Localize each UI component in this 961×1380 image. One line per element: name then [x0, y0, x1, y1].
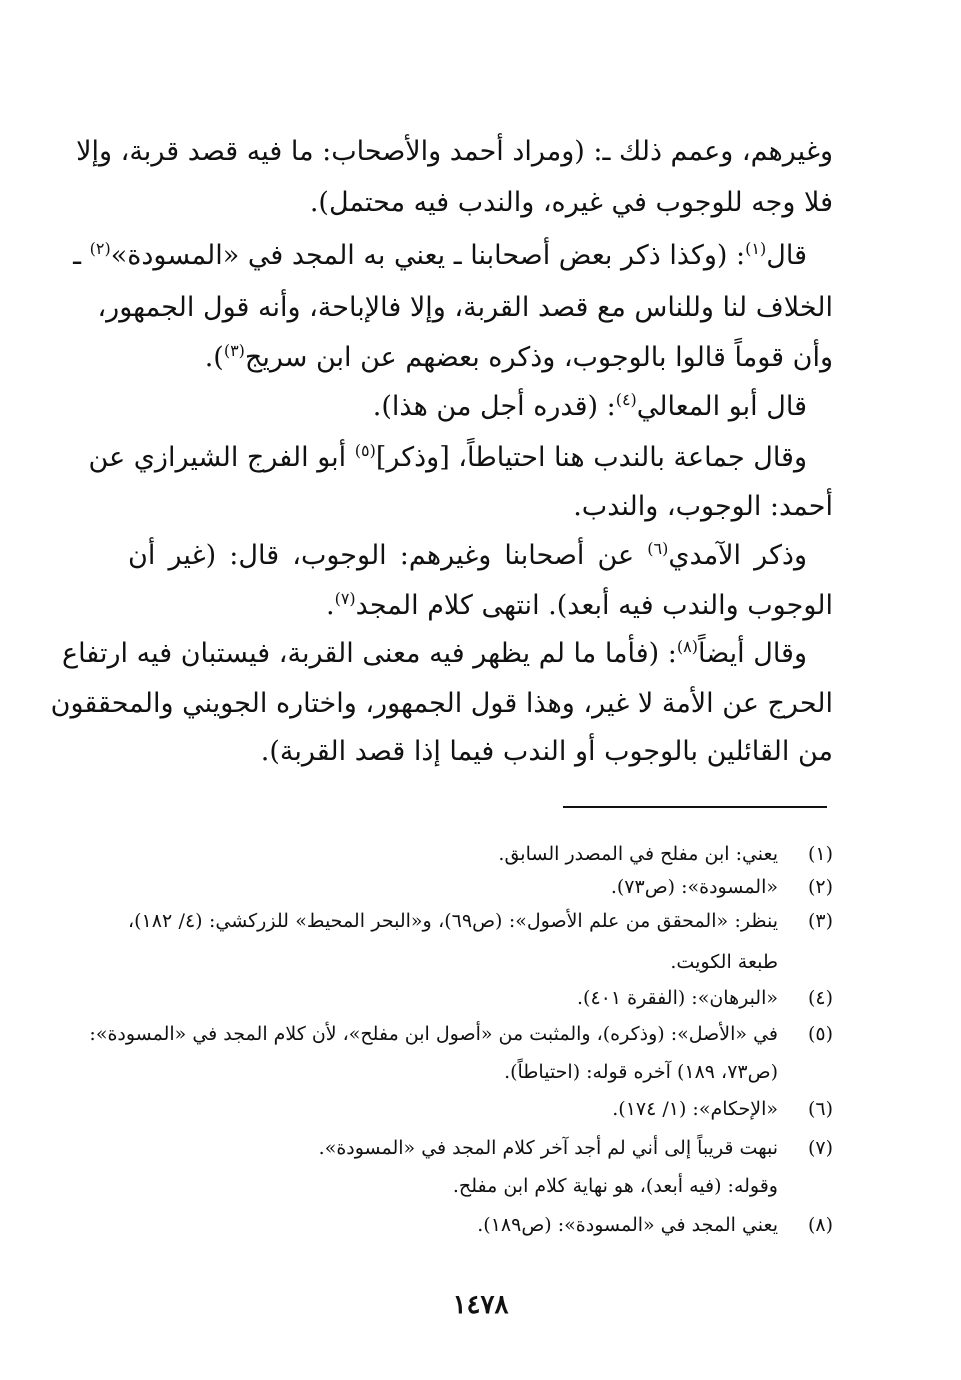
- footnote-text-7: نبهت قريباً إلى أني لم أجد آخر كلام المجد في «المسودة».: [318, 1137, 778, 1159]
- footnote-ref-4[interactable]: (٤): [615, 390, 637, 409]
- footnote-ref-2[interactable]: (٢): [89, 239, 111, 258]
- footnote-text-2: «المسودة»: (ص٧٣).: [610, 876, 778, 898]
- body-line-2: فلا وجه للوجوب في غيره، والندب فيه محتمل).: [309, 187, 833, 218]
- footnote-text-4: «البرهان»: (الفقرة ٤٠١).: [577, 987, 778, 1009]
- footnote-number-4: (٤): [807, 987, 833, 1009]
- footnote-number-1: (١): [807, 843, 833, 865]
- footnote-text-1: يعني: ابن مفلح في المصدر السابق.: [498, 843, 778, 865]
- body-line-7: وقال جماعة بالندب هنا احتياطاً، [وذكر]$^{(٥)}$ أبو الفرج الشيرازي عن: [88, 441, 807, 473]
- body-line-3: قال$^{(١)}$: (وكذا ذكر بعض أصحابنا ـ يعني به المجد في «المسودة»$^{(٢)}$ ـ: [73, 239, 807, 271]
- footnote-text-7-cont: وقوله: (فيه أبعد)، هو نهاية كلام ابن مفلح.: [452, 1175, 778, 1197]
- footnote-ref-5[interactable]: (٥): [354, 441, 376, 460]
- footnote-number-8: (٨): [807, 1214, 833, 1236]
- footnote-ref-3[interactable]: (٣): [223, 341, 245, 360]
- body-line-13: من القائلين بالوجوب أو الندب فيما إذا قصد القربة).: [260, 736, 833, 767]
- footnote-text-3: ينظر: «المحقق من علم الأصول»: (ص٦٩)، و«البحر المحيط» للزركشي: (٤/ ١٨٢)،: [128, 910, 778, 932]
- footnote-text-8: يعني المجد في «المسودة»: (ص١٨٩).: [477, 1214, 778, 1236]
- body-line-10: الوجوب والندب فيه أبعد). انتهى كلام المجد$^{(٧)}$.: [325, 589, 833, 621]
- footnote-text-3-cont: طبعة الكويت.: [670, 951, 778, 973]
- footnote-text-5-cont: (ص٧٣، ١٨٩) آخره قوله: (احتياطاً).: [504, 1061, 778, 1083]
- footnote-number-5: (٥): [807, 1023, 833, 1045]
- page-number: ١٤٧٨: [452, 1290, 509, 1320]
- footnote-number-6: (٦): [807, 1098, 833, 1120]
- footnote-number-7: (٧): [807, 1137, 833, 1159]
- body-line-12: الحرج عن الأمة لا غير، وهذا قول الجمهور، واختاره الجويني والمحققون: [50, 688, 833, 719]
- footnote-ref-8[interactable]: (٨): [676, 637, 698, 656]
- footnote-number-2: (٢): [807, 876, 833, 898]
- footnote-ref-7[interactable]: (٧): [334, 589, 356, 608]
- footnote-text-5: في «الأصل»: (وذكره)، والمثبت من «أصول ابن مفلح»، لأن كلام المجد في «المسودة»:: [89, 1023, 778, 1045]
- body-line-5: وأن قوماً قالوا بالوجوب، وذكره بعضهم عن ابن سريج$^{(٣)}$).: [204, 341, 833, 373]
- footnote-number-3: (٣): [807, 910, 833, 932]
- footnote-ref-6[interactable]: (٦): [647, 539, 669, 558]
- footnote-ref-1[interactable]: (١): [745, 239, 767, 258]
- body-line-11: وقال أيضاً$^{(٨)}$: (فأما ما لم يظهر فيه معنى القربة، فيستبان فيه ارتفاع: [61, 637, 807, 669]
- body-line-6: قال أبو المعالي$^{(٤)}$: (قدره أجل من هذا).: [372, 390, 807, 422]
- footnote-text-6: «الإحكام»: (١/ ١٧٤).: [612, 1098, 778, 1120]
- body-line-4: الخلاف لنا وللناس مع قصد القربة، وإلا فالإباحة، وأنه قول الجمهور،: [97, 292, 833, 323]
- body-line-9: وذكر الآمدي$^{(٦)}$ عن أصحابنا وغيرهم: الوجوب، قال: (غير أن: [128, 539, 807, 571]
- body-line-8: أحمد: الوجوب، والندب.: [573, 491, 833, 522]
- body-line-1: وغيرهم، وعمم ذلك ـ: (ومراد أحمد والأصحاب: ما فيه قصد قربة، وإلا: [76, 136, 833, 167]
- footnote-separator: [563, 806, 827, 808]
